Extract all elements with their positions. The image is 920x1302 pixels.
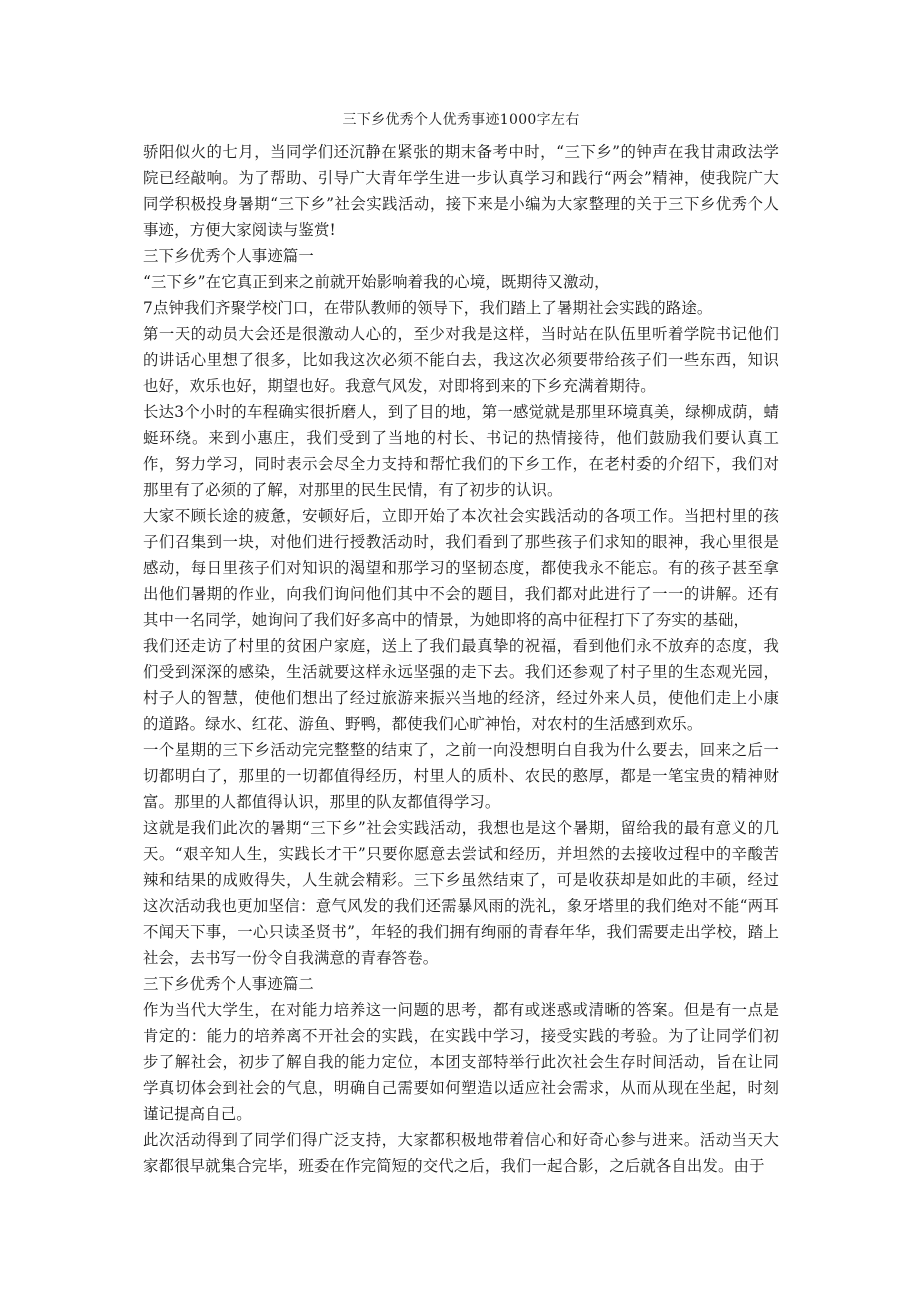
section-heading-2: 三下乡优秀个人事迹篇二 xyxy=(143,975,314,993)
document-page xyxy=(143,110,779,1179)
paragraph: 这就是我们此次的暑期“三下乡”社会实践活动，我想也是这个暑期，留给我的最有意义的几天。“艰辛知人生，实践长才干”只要你愿意去尝试和经历，并坦然的去接收过程中的辛酸苦辣和结果的成败得失，人生就会精彩。三下乡虽然结束了，可是收获却是如此的丰硕，经过这次活动我也更加坚信：意气风发的我们还需暴风雨的洗礼，象牙塔里的我们绝对不能“两耳不闻天下事，一心只读圣贤书”，年轻的我们拥有绚丽的青春年华，我们需要走出学校，踏上社会，去书写一份令自我满意的青春答卷。 xyxy=(143,819,779,967)
paragraph: 7点钟我们齐聚学校门口，在带队教师的领导下，我们踏上了暑期社会实践的路途。 xyxy=(143,299,713,317)
document-title: 三下乡优秀个人优秀事迹1000字左右 xyxy=(342,112,580,128)
paragraph: “三下乡”在它真正到来之前就开始影响着我的心境，既期待又激动， xyxy=(143,273,610,291)
paragraph: 长达3个小时的车程确实很折磨人，到了目的地，第一感觉就是那里环境真美，绿柳成荫，蜻蜓环绕。来到小惠庄，我们受到了当地的村长、书记的热情接待，他们鼓励我们要认真工作，努力学习，同时表示会尽全力支持和帮忙我们的下乡工作，在老村委的介绍下，我们对那里有了必须的了解，对那里的民生民情，有了初步的认识。 xyxy=(143,403,779,499)
paragraph: 一个星期的三下乡活动完完整整的结束了，之前一向没想明白自我为什么要去，回来之后一切都明白了，那里的一切都值得经历，村里人的质朴、农民的憨厚，都是一笔宝贵的精神财富。那里的人都值得认识，那里的队友都值得学习。 xyxy=(143,741,779,811)
paragraph: 作为当代大学生，在对能力培养这一问题的思考，都有或迷惑或清晰的答案。但是有一点是肯定的：能力的培养离不开社会的实践，在实践中学习，接受实践的考验。为了让同学们初步了解社会，初步了解自我的能力定位，本团支部特举行此次社会生存时间活动，旨在让同学真切体会到社会的气息，明确自己需要如何塑造以适应社会需求，从而从现在坐起，时刻谨记提高自己。 xyxy=(143,1001,779,1123)
paragraph: 我们还走访了村里的贫困户家庭，送上了我们最真挚的祝福，看到他们永不放弃的态度，我们受到深深的感染，生活就要这样永远坚强的走下去。我们还参观了村子里的生态观光园，村子人的智慧，使他们想出了经过旅游来振兴当地的经济，经过外来人员，使他们走上小康的道路。绿水、红花、游鱼、野鸭，都使我们心旷神怡，对农村的生活感到欢乐。 xyxy=(143,637,779,733)
paragraph-intro: 骄阳似火的七月，当同学们还沉静在紧张的期末备考中时，“三下乡”的钟声在我甘肃政法学院已经敲响。为了帮助、引导广大青年学生进一步认真学习和践行“两会”精神，使我院广大同学积极投身暑期“三下乡”社会实践活动，接下来是小编为大家整理的关于三下乡优秀个人事迹，方便大家阅读与鉴赏! xyxy=(143,143,779,239)
section-heading-1: 三下乡优秀个人事迹篇一 xyxy=(143,247,314,265)
paragraph: 大家不顾长途的疲惫，安顿好后，立即开始了本次社会实践活动的各项工作。当把村里的孩子们召集到一块，对他们进行授教活动时，我们看到了那些孩子们求知的眼神，我心里很是感动，每日里孩子们对知识的渴望和那学习的坚韧态度，都使我永不能忘。有的孩子甚至拿出他们暑期的作业，向我们询问他们其中不会的题目，我们都对此进行了一一的讲解。还有其中一名同学，她询问了我们好多高中的情景，为她即将的高中征程打下了夯实的基础， xyxy=(143,507,779,629)
document-body xyxy=(143,139,779,1179)
paragraph: 第一天的动员大会还是很激动人心的，至少对我是这样，当时站在队伍里听着学院书记他们的讲话心里想了很多，比如我这次必须不能白去，我这次必须要带给孩子们一些东西，知识也好，欢乐也好，期望也好。我意气风发，对即将到来的下乡充满着期待。 xyxy=(143,325,779,395)
paragraph: 此次活动得到了同学们得广泛支持，大家都积极地带着信心和好奇心参与进来。活动当天大家都很早就集合完毕，班委在作完简短的交代之后，我们一起合影，之后就各自出发。由于 xyxy=(143,1131,779,1175)
